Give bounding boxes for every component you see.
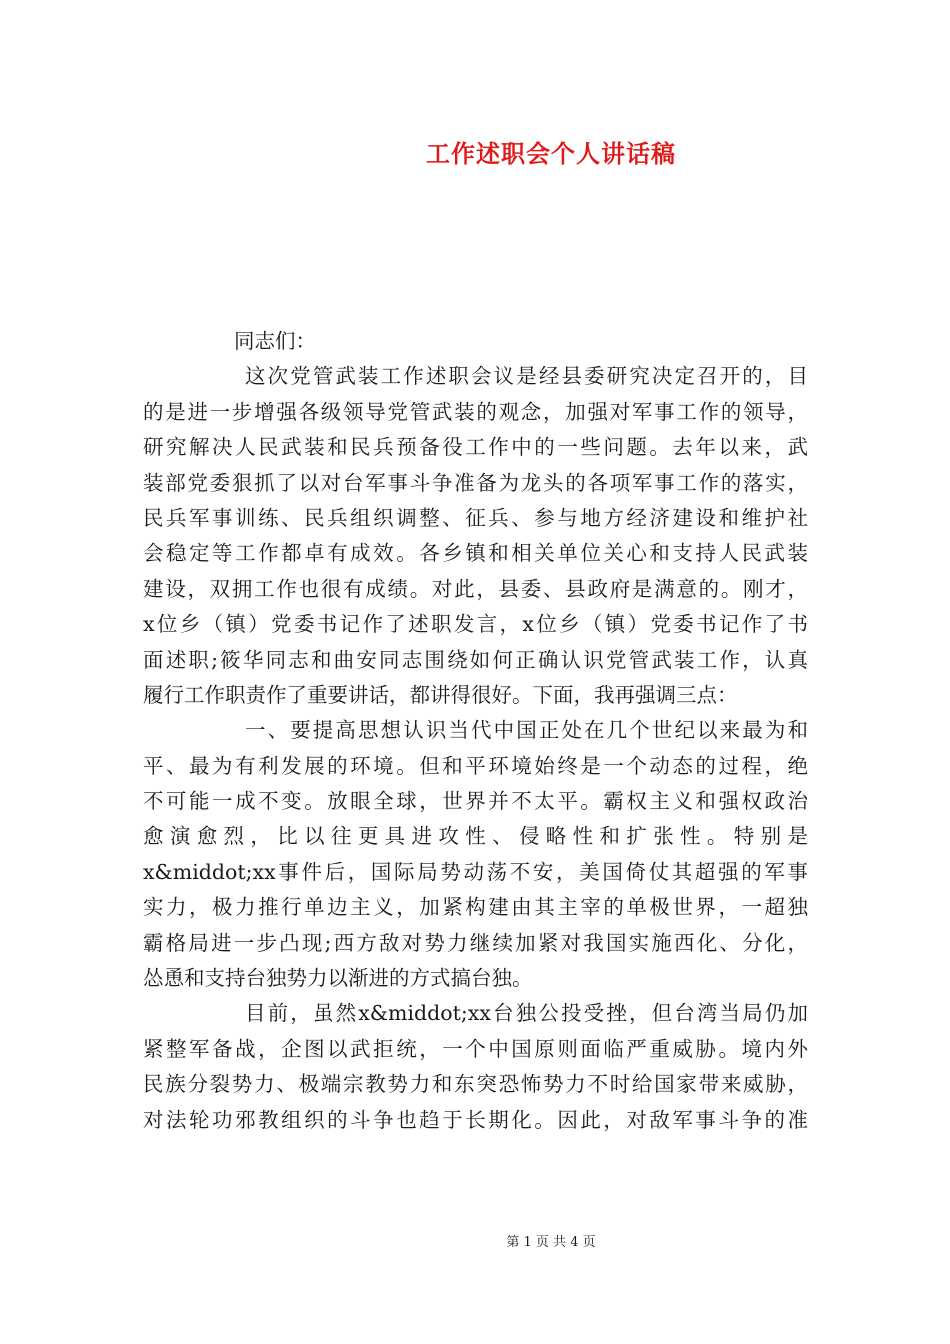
paragraph-line: 愈演愈烈，比以往更具进攻性、侵略性和扩张性。特别是 <box>143 824 808 849</box>
paragraph-line: 紧整军备战，企图以武拒统，一个中国原则面临严重威胁。境内外 <box>143 1036 808 1061</box>
page-footer: 第 1 页 共 4 页 <box>506 1235 596 1250</box>
paragraph-line: 的是进一步增强各级领导党管武装的观念，加强对军事工作的领导， <box>143 399 808 424</box>
paragraph-line: x&middot;xx事件后，国际局势动荡不安，美国倚仗其超强的军事 <box>143 859 808 884</box>
paragraph-line: 面述职;筱华同志和曲安同志围绕如何正确认识党管武装工作，认真 <box>143 647 808 672</box>
paragraph-line: x位乡（镇）党委书记作了述职发言，x位乡（镇）党委书记作了书 <box>143 612 808 637</box>
document-title-text: 工作述职会个人讲话稿 <box>426 139 676 168</box>
paragraph-line: 这次党管武装工作述职会议是经县委研究决定召开的，目 <box>245 364 808 389</box>
paragraph-line: 研究解决人民武装和民兵预备役工作中的一些问题。去年以来，武 <box>143 435 808 460</box>
paragraph-line: 霸格局进一步凸现;西方敌对势力继续加紧对我国实施西化、分化， <box>143 930 808 955</box>
document-body <box>143 324 808 1138</box>
paragraph-line: 平、最为有利发展的环境。但和平环境始终是一个动态的过程，绝 <box>143 753 808 778</box>
document-title <box>0 134 950 169</box>
paragraph-line: 民兵军事训练、民兵组织调整、征兵、参与地方经济建设和维护社 <box>143 505 808 530</box>
paragraph-line: 会稳定等工作都卓有成效。各乡镇和相关单位关心和支持人民武装 <box>143 541 808 566</box>
paragraph-line: 履行工作职责作了重要讲话，都讲得很好。下面，我再强调三点： <box>143 682 738 707</box>
paragraph-line: 对法轮功邪教组织的斗争也趋于长期化。因此，对敌军事斗争的准 <box>143 1107 808 1132</box>
paragraph-line: 装部党委狠抓了以对台军事斗争准备为龙头的各项军事工作的落实， <box>143 470 808 495</box>
salutation: 同志们： <box>234 329 316 353</box>
paragraph-line: 怂恿和支持台独势力以渐进的方式搞台独。 <box>143 966 533 991</box>
paragraph-line: 建设，双拥工作也很有成绩。对此，县委、县政府是满意的。刚才， <box>143 576 808 601</box>
paragraph-line: 民族分裂势力、极端宗教势力和东突恐怖势力不时给国家带来威胁， <box>143 1072 808 1097</box>
paragraph-line: 一、要提高思想认识当代中国正处在几个世纪以来最为和 <box>245 718 808 743</box>
paragraph-line: 目前，虽然x&middot;xx台独公投受挫，但台湾当局仍加 <box>245 1001 808 1026</box>
paragraph-line: 不可能一成不变。放眼全球，世界并不太平。霸权主义和强权政治 <box>143 789 808 814</box>
paragraph-line: 实力，极力推行单边主义，加紧构建由其主宰的单极世界，一超独 <box>143 895 808 920</box>
